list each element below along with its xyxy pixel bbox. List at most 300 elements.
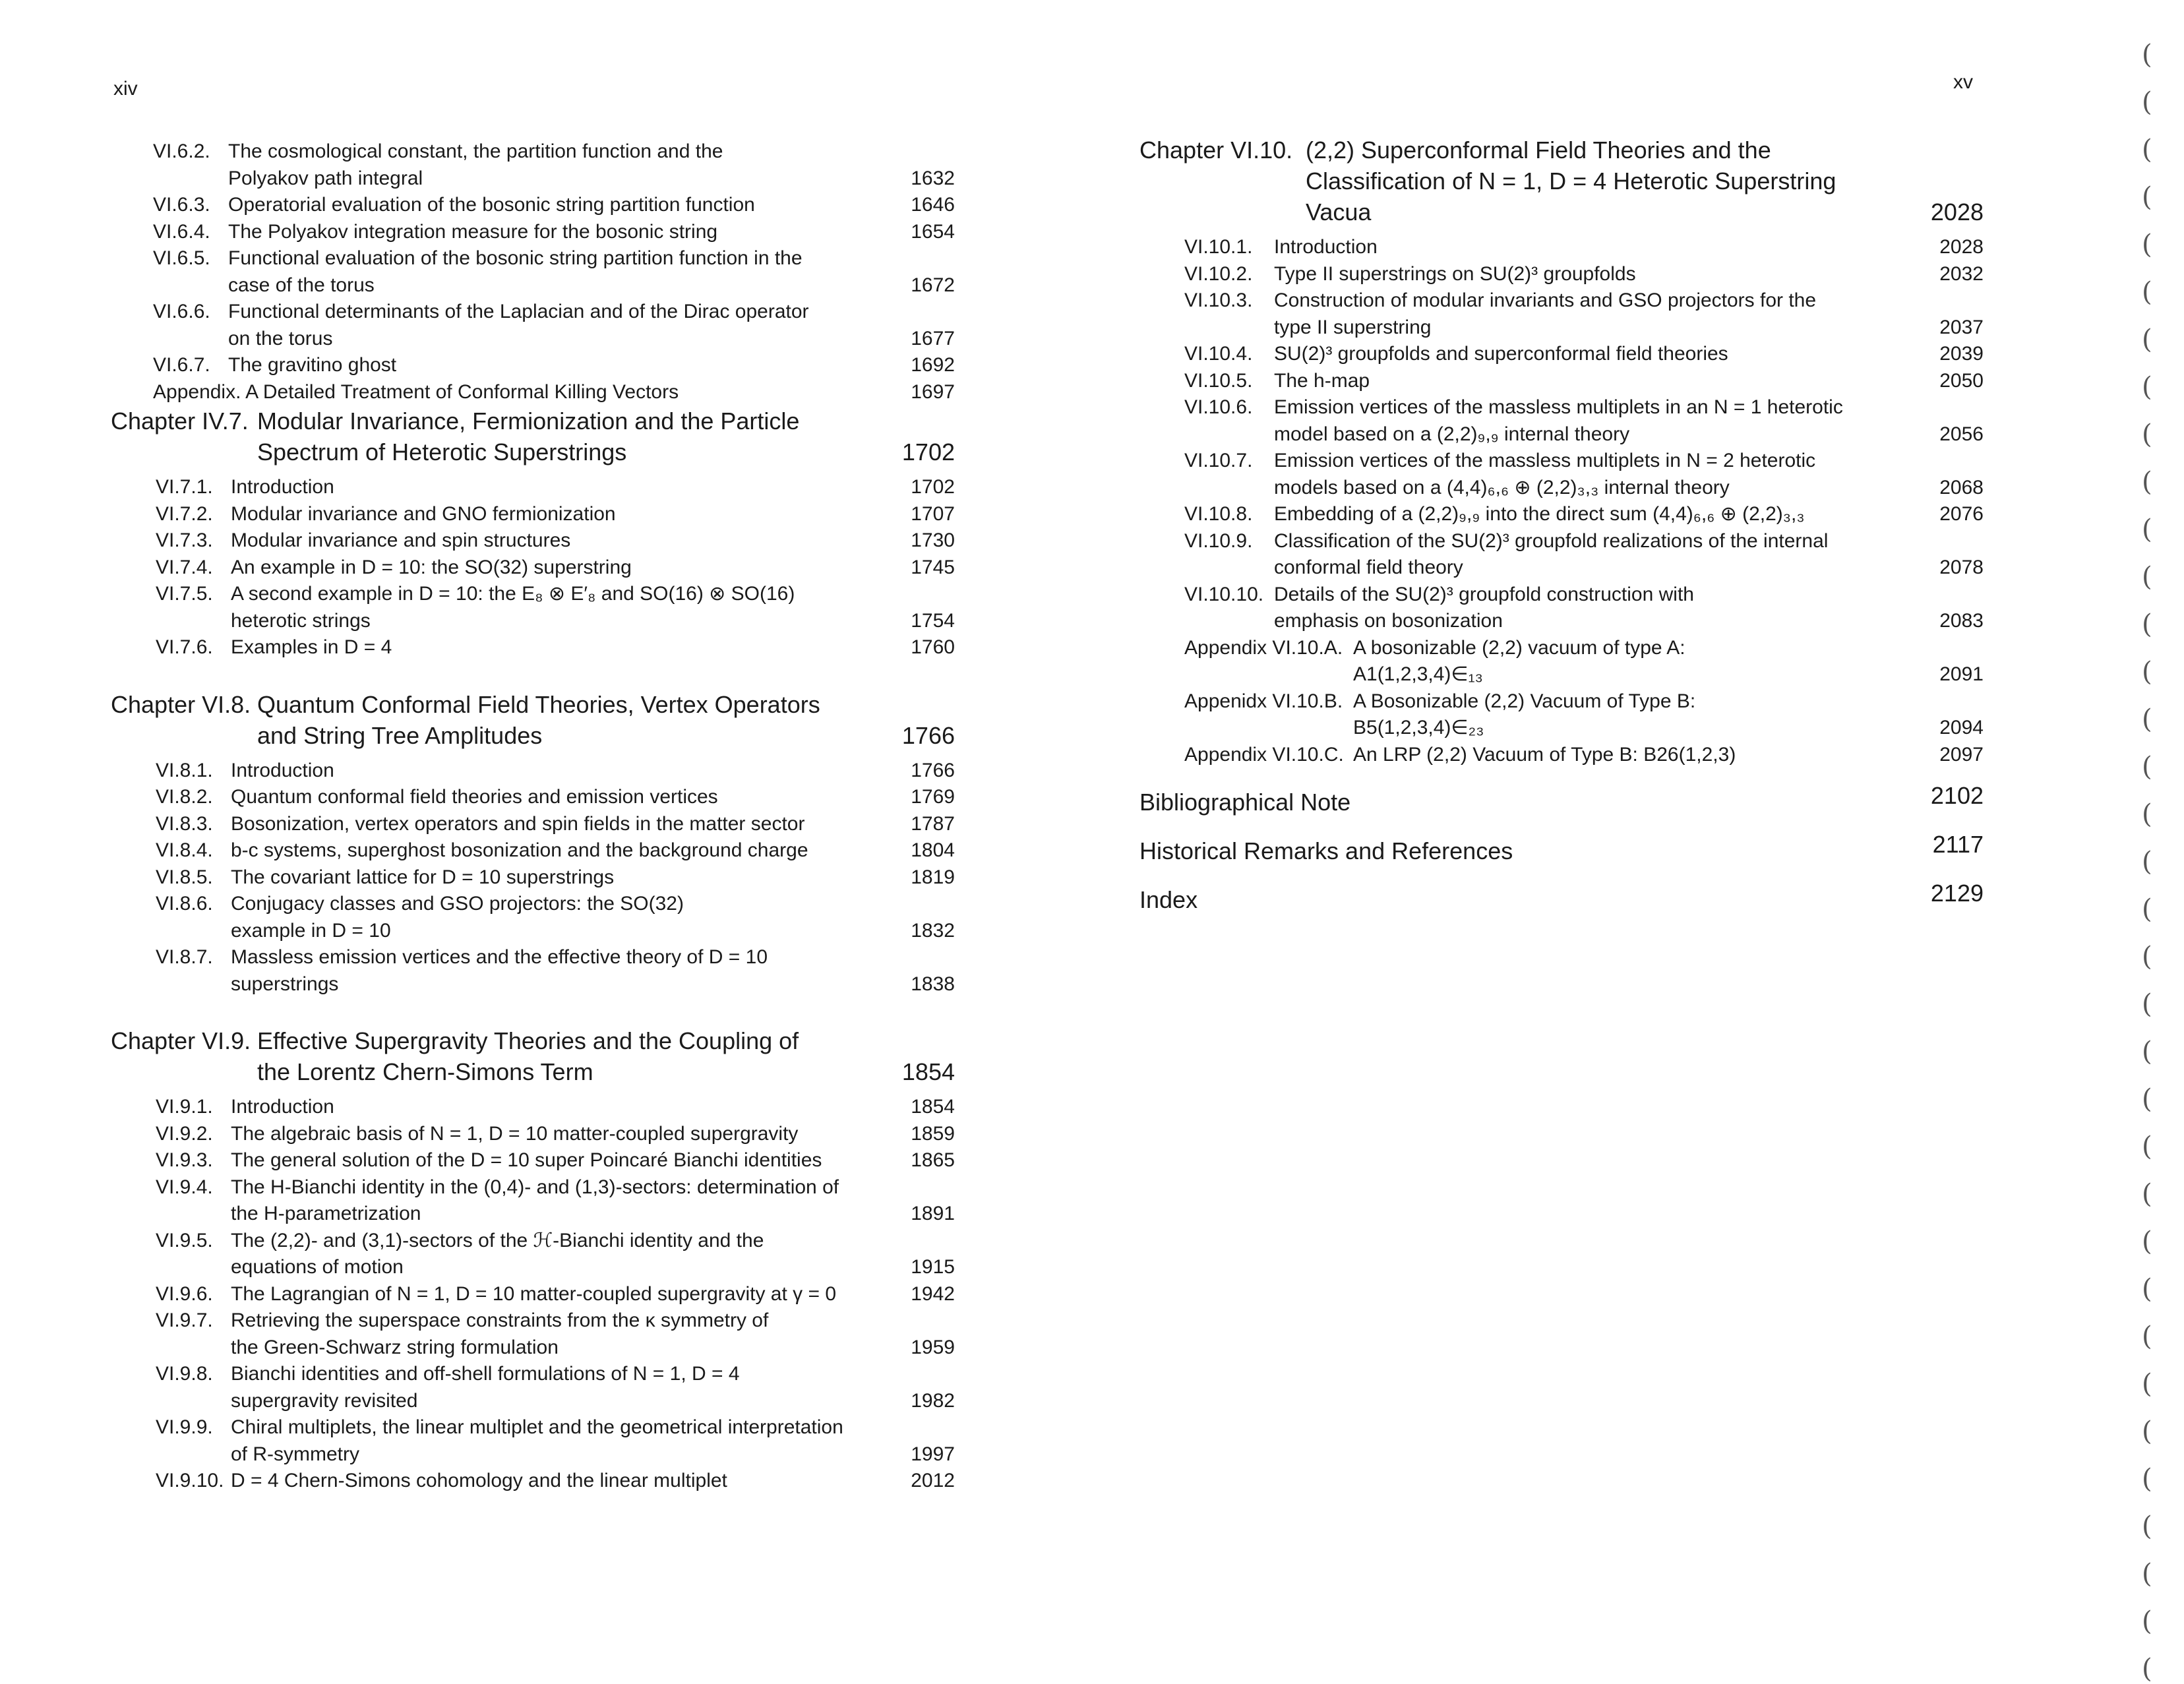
entry-title-line: Conjugacy classes and GSO projectors: the SO(32) bbox=[231, 893, 684, 915]
toc-entry[interactable] bbox=[111, 837, 955, 864]
chapter-title-line: (2,2) Superconformal Field Theories and the bbox=[1306, 136, 1771, 164]
edge-mark: ( bbox=[2142, 1179, 2152, 1209]
chapter-title-line: Vacua bbox=[1306, 198, 1372, 226]
entry-title-line: Modular invariance and GNO fermionization bbox=[231, 502, 616, 525]
entry-title-line: of R-symmetry bbox=[231, 1443, 359, 1465]
entry-page: 1754 bbox=[911, 609, 955, 632]
entry-page: 1730 bbox=[911, 529, 955, 551]
edge-mark: ( bbox=[2142, 87, 2152, 117]
back-matter-entry[interactable] bbox=[1139, 782, 1984, 818]
entry-number: VI.8.4. bbox=[156, 839, 213, 861]
entry-number: VI.7.4. bbox=[156, 556, 213, 578]
entry-number: VI.7.5. bbox=[156, 583, 213, 605]
entry-title-line: The Lagrangian of N = 1, D = 10 matter-coupled supergravity at γ = 0 bbox=[231, 1282, 837, 1305]
toc-entry[interactable] bbox=[111, 891, 955, 944]
entry-title-line: the Green-Schwarz string formulation bbox=[231, 1336, 559, 1358]
entry-number: VI.9.1. bbox=[156, 1096, 213, 1118]
appendix-entry[interactable] bbox=[1139, 688, 1984, 742]
edge-mark: ( bbox=[2142, 1559, 2152, 1589]
entry-title-line: conformal field theory bbox=[1274, 556, 1463, 578]
entry-title bbox=[1139, 341, 1984, 368]
entry-title-line: An example in D = 10: the SO(32) superstring bbox=[231, 556, 632, 578]
entry-page: 1766 bbox=[911, 759, 955, 781]
entry-title bbox=[1139, 501, 1984, 528]
entry-title bbox=[1139, 234, 1984, 261]
chapter-title-line: the Lorentz Chern-Simons Term bbox=[257, 1058, 593, 1085]
entry-page: 1760 bbox=[911, 636, 955, 658]
entry-page: 2094 bbox=[1939, 717, 1984, 738]
entry-number: VI.7.6. bbox=[156, 636, 213, 658]
entry-title-line: Modular invariance and spin structures bbox=[231, 529, 571, 551]
entry-number: VI.7.3. bbox=[156, 529, 213, 551]
entry-title-line: Chiral multiplets, the linear multiplet and the geometrical interpretation bbox=[231, 1416, 843, 1438]
entry-number: VI.9.4. bbox=[156, 1176, 213, 1198]
entry-title-line: Construction of modular invariants and GSO projectors for the bbox=[1274, 289, 1817, 311]
toc-entry[interactable] bbox=[1139, 341, 1984, 368]
back-matter-page: 2117 bbox=[1932, 831, 1984, 858]
toc-entry[interactable] bbox=[111, 1308, 955, 1361]
entry-title-line: Examples in D = 4 bbox=[231, 636, 392, 658]
edge-mark: ( bbox=[2142, 704, 2152, 735]
chapter-label: Chapter VI.9. bbox=[111, 1027, 251, 1054]
right-page-contents bbox=[1139, 135, 1984, 916]
entry-page: 1997 bbox=[911, 1443, 955, 1465]
entry-title-line: Type II superstrings on SU(2)³ groupfolds bbox=[1274, 262, 1636, 285]
entry-title bbox=[111, 474, 955, 501]
entry-page: 2068 bbox=[1939, 476, 1984, 498]
toc-entry[interactable] bbox=[111, 1174, 955, 1228]
entry-number: VI.7.1. bbox=[156, 476, 213, 498]
edge-mark: ( bbox=[2142, 1084, 2152, 1114]
entry-title bbox=[1139, 582, 1984, 635]
entry-page: 1692 bbox=[911, 354, 955, 376]
entry-title-line: Bosonization, vertex operators and spin fields in the matter sector bbox=[231, 812, 805, 835]
chapter-label: Chapter IV.7. bbox=[111, 407, 249, 435]
entry-title-line: Functional determinants of the Laplacian and of the Dirac operator bbox=[228, 301, 809, 322]
edge-mark: ( bbox=[2142, 229, 2152, 260]
appendix-page: 1697 bbox=[911, 380, 955, 403]
entry-title bbox=[111, 1174, 955, 1228]
edge-mark: ( bbox=[2142, 1321, 2152, 1352]
edge-mark: ( bbox=[2142, 1511, 2152, 1542]
entry-page: 1632 bbox=[911, 167, 955, 189]
entry-number: VI.6.6. bbox=[153, 301, 210, 322]
entry-page: 1745 bbox=[911, 556, 955, 578]
entry-title bbox=[111, 1228, 955, 1281]
entry-number: VI.6.4. bbox=[153, 220, 210, 243]
chapter-title-line: Effective Supergravity Theories and the Coupling of bbox=[257, 1027, 799, 1054]
entry-page: 2083 bbox=[1939, 610, 1984, 632]
edge-mark: ( bbox=[2142, 1369, 2152, 1399]
toc-entry[interactable] bbox=[111, 501, 955, 528]
entry-title-line: The (2,2)- and (3,1)-sectors of the ℋ-Bianchi identity and the bbox=[231, 1229, 764, 1251]
entry-title bbox=[1139, 261, 1984, 288]
edge-mark: ( bbox=[2142, 514, 2152, 545]
entry-title-line: SU(2)³ groupfolds and superconformal field theories bbox=[1274, 343, 1728, 365]
entry-title bbox=[111, 581, 955, 634]
toc-entry[interactable] bbox=[111, 581, 955, 634]
entry-title-line: supergravity revisited bbox=[231, 1389, 418, 1412]
entry-title bbox=[111, 837, 955, 864]
toc-entry[interactable] bbox=[111, 944, 955, 998]
entry-number: VI.9.5. bbox=[156, 1229, 213, 1251]
edge-mark: ( bbox=[2142, 182, 2152, 212]
entry-title-line: Introduction bbox=[231, 759, 334, 781]
entry-number: VI.9.9. bbox=[156, 1416, 213, 1438]
entry-title bbox=[111, 527, 955, 555]
entry-page: 2039 bbox=[1939, 343, 1984, 365]
entry-title-line: b-c systems, superghost bosonization and the background charge bbox=[231, 839, 808, 861]
entry-title-line: superstrings bbox=[231, 973, 339, 995]
chapter-label: Chapter VI.8. bbox=[111, 690, 251, 718]
entry-page: 1702 bbox=[911, 476, 955, 498]
entry-title-line: The H-Bianchi identity in the (0,4)- and (1,3)-sectors: determination of bbox=[231, 1176, 839, 1198]
edge-mark: ( bbox=[2142, 942, 2152, 972]
back-matter-page: 2129 bbox=[1930, 880, 1984, 907]
entry-title-line: The general solution of the D = 10 super Poincaré Bianchi identities bbox=[231, 1149, 822, 1171]
entry-title-line: Details of the SU(2)³ groupfold construction with bbox=[1274, 583, 1694, 605]
toc-entry[interactable] bbox=[111, 555, 955, 582]
toc-entry[interactable] bbox=[111, 219, 955, 246]
entry-page: 1646 bbox=[911, 194, 955, 216]
edge-mark: ( bbox=[2142, 40, 2152, 70]
back-matter-entry[interactable] bbox=[1139, 880, 1984, 916]
entry-title bbox=[111, 501, 955, 528]
entry-title-line: Emission vertices of the massless multiplets in N = 2 heterotic bbox=[1274, 450, 1816, 471]
entry-title-line: A second example in D = 10: the E₈ ⊗ E′₈ and SO(16) ⊗ SO(16) bbox=[231, 583, 795, 605]
toc-entry[interactable] bbox=[111, 474, 955, 501]
entry-title bbox=[111, 1468, 955, 1495]
edge-mark: ( bbox=[2142, 752, 2152, 782]
entry-title-line: Classification of the SU(2)³ groupfold realizations of the internal bbox=[1274, 529, 1829, 552]
entry-number: VI.8.5. bbox=[156, 866, 213, 888]
entry-title-line: models based on a (4,4)₆,₆ ⊕ (2,2)₃,₃ internal theory bbox=[1274, 476, 1730, 498]
entry-page: 1819 bbox=[911, 866, 955, 888]
entry-title bbox=[1139, 368, 1984, 395]
entry-number: VI.10.10. bbox=[1184, 583, 1264, 605]
entry-page: 1859 bbox=[911, 1122, 955, 1145]
chapter-page: 1702 bbox=[901, 438, 955, 466]
toc-entry[interactable] bbox=[1139, 394, 1984, 448]
edge-mark: ( bbox=[2142, 799, 2152, 829]
toc-entry[interactable] bbox=[111, 138, 955, 192]
toc-entry[interactable] bbox=[111, 811, 955, 838]
entry-number: VI.8.7. bbox=[156, 946, 213, 968]
entry-number: Appendix VI.10.C. bbox=[1184, 743, 1344, 766]
entry-title-line: heterotic strings bbox=[231, 609, 371, 632]
entry-number: VI.6.3. bbox=[153, 194, 210, 216]
chapter-title-line: and String Tree Amplitudes bbox=[257, 721, 543, 749]
entry-title-line: The algebraic basis of N = 1, D = 10 matter-coupled supergravity bbox=[231, 1122, 799, 1145]
toc-entry[interactable] bbox=[1139, 287, 1984, 341]
entry-number: VI.9.7. bbox=[156, 1309, 213, 1331]
entry-title-line: on the torus bbox=[228, 327, 333, 349]
chapter-heading[interactable] bbox=[111, 406, 955, 467]
entry-title bbox=[1139, 528, 1984, 582]
entry-title bbox=[111, 811, 955, 838]
entry-title-line: D = 4 Chern-Simons cohomology and the linear multiplet bbox=[231, 1470, 727, 1491]
toc-entry[interactable] bbox=[1139, 582, 1984, 635]
entry-title bbox=[111, 1094, 955, 1121]
edge-mark: ( bbox=[2142, 135, 2152, 165]
chapter-page: 2028 bbox=[1930, 198, 1984, 226]
entry-page: 1891 bbox=[911, 1203, 955, 1224]
entry-page: 1959 bbox=[911, 1336, 955, 1358]
entry-page: 1654 bbox=[911, 220, 955, 243]
toc-entry[interactable] bbox=[111, 1147, 955, 1174]
edge-mark: ( bbox=[2142, 277, 2152, 307]
entry-title-line: The h-map bbox=[1274, 369, 1370, 392]
entry-title-line: Massless emission vertices and the effective theory of D = 10 bbox=[231, 946, 768, 968]
edge-mark: ( bbox=[2142, 1131, 2152, 1162]
edge-mark: ( bbox=[2142, 1037, 2152, 1067]
entry-number: VI.9.6. bbox=[156, 1282, 213, 1305]
entry-number: VI.8.1. bbox=[156, 759, 213, 781]
back-matter-title: Historical Remarks and References bbox=[1139, 837, 1513, 864]
back-matter-title: Bibliographical Note bbox=[1139, 789, 1351, 816]
edge-mark: ( bbox=[2142, 1464, 2152, 1494]
entry-title bbox=[111, 634, 955, 661]
entry-number: VI.10.2. bbox=[1184, 262, 1253, 285]
entry-number: VI.9.10. bbox=[156, 1470, 224, 1491]
chapter-title-line: Quantum Conformal Field Theories, Vertex Operators bbox=[257, 690, 820, 718]
entry-number: VI.10.7. bbox=[1184, 450, 1253, 471]
entry-number: VI.10.8. bbox=[1184, 503, 1253, 525]
toc-entry[interactable] bbox=[111, 1228, 955, 1281]
entry-number: VI.9.2. bbox=[156, 1122, 213, 1145]
edge-mark: ( bbox=[2142, 467, 2152, 497]
toc-entry[interactable] bbox=[111, 527, 955, 555]
entry-title bbox=[111, 245, 955, 299]
toc-entry[interactable] bbox=[111, 245, 955, 299]
entry-page: 1672 bbox=[911, 274, 955, 296]
appendix-entry[interactable] bbox=[1139, 635, 1984, 688]
entry-title-line: A Bosonizable (2,2) Vacuum of Type B: bbox=[1353, 690, 1696, 712]
toc-entry[interactable] bbox=[111, 1094, 955, 1121]
entry-number: Appendix VI.10.A. bbox=[1184, 636, 1343, 659]
appendix-title: A Detailed Treatment of Conformal Killing Vectors bbox=[245, 380, 679, 403]
entry-title bbox=[111, 555, 955, 582]
entry-title-line: Functional evaluation of the bosonic string partition function in the bbox=[228, 247, 803, 269]
entry-number: VI.10.3. bbox=[1184, 289, 1253, 311]
toc-entry[interactable] bbox=[111, 784, 955, 811]
toc-entry[interactable] bbox=[1139, 368, 1984, 395]
entry-title-line: B5(1,2,3,4)∈₂₃ bbox=[1353, 717, 1484, 738]
entry-title-line: Bianchi identities and off-shell formulations of N = 1, D = 4 bbox=[231, 1363, 740, 1385]
entry-title-line: The cosmological constant, the partition function and the bbox=[228, 140, 723, 162]
entry-number: VI.6.7. bbox=[153, 354, 210, 376]
entry-title bbox=[111, 299, 955, 352]
entry-title-line: Polyakov path integral bbox=[228, 167, 423, 189]
entry-title-line: Introduction bbox=[1274, 236, 1378, 258]
edge-mark: ( bbox=[2142, 1606, 2152, 1637]
back-matter-page: 2102 bbox=[1930, 782, 1984, 809]
entry-title-line: Quantum conformal field theories and emission vertices bbox=[231, 786, 718, 808]
entry-title bbox=[111, 784, 955, 811]
chapter-title-line: Classification of N = 1, D = 4 Heterotic Superstring bbox=[1306, 167, 1836, 195]
chapter-heading[interactable] bbox=[1139, 135, 1984, 227]
edge-mark: ( bbox=[2142, 1654, 2152, 1684]
entry-number: VI.10.6. bbox=[1184, 396, 1253, 418]
entry-title-line: Retrieving the superspace constraints from the κ symmetry of bbox=[231, 1309, 769, 1331]
edge-mark: ( bbox=[2142, 1416, 2152, 1447]
chapter-title-line: Spectrum of Heterotic Superstrings bbox=[257, 438, 627, 466]
edge-mark: ( bbox=[2142, 657, 2152, 687]
entry-title-line: Introduction bbox=[231, 1096, 334, 1118]
entry-title bbox=[111, 1414, 955, 1468]
entry-page: 1707 bbox=[911, 502, 955, 525]
entry-title-line: equations of motion bbox=[231, 1256, 404, 1278]
toc-entry[interactable] bbox=[1139, 448, 1984, 501]
entry-page: 1769 bbox=[911, 786, 955, 808]
entry-page: 1677 bbox=[911, 327, 955, 349]
toc-entry[interactable] bbox=[111, 1468, 955, 1495]
entry-title bbox=[111, 352, 955, 379]
entry-page: 2076 bbox=[1939, 503, 1984, 525]
entry-title-line: Introduction bbox=[231, 476, 334, 498]
chapter-title-line: Modular Invariance, Fermionization and the Particle bbox=[257, 407, 800, 435]
entry-page: 1865 bbox=[911, 1149, 955, 1171]
entry-page: 2037 bbox=[1939, 316, 1984, 338]
chapter-heading[interactable] bbox=[111, 689, 955, 751]
entry-page: 2091 bbox=[1939, 663, 1984, 685]
entry-page: 1942 bbox=[911, 1282, 955, 1305]
toc-entry[interactable] bbox=[1139, 234, 1984, 261]
left-page-number: xiv bbox=[113, 78, 138, 100]
entry-number: VI.6.2. bbox=[153, 140, 210, 162]
entry-title-line: A1(1,2,3,4)∈₁₃ bbox=[1353, 663, 1483, 685]
entry-page: 2056 bbox=[1939, 423, 1984, 445]
back-matter-title: Index bbox=[1139, 886, 1198, 913]
toc-entry[interactable] bbox=[1139, 528, 1984, 582]
chapter-page: 1766 bbox=[901, 721, 955, 749]
entry-title bbox=[1139, 394, 1984, 448]
entry-title bbox=[111, 1121, 955, 1148]
entry-title bbox=[111, 758, 955, 785]
toc-entry[interactable] bbox=[111, 634, 955, 661]
entry-title bbox=[111, 891, 955, 944]
entry-title-line: An LRP (2,2) Vacuum of Type B: B26(1,2,3) bbox=[1353, 743, 1736, 766]
entry-page: 2050 bbox=[1939, 369, 1984, 392]
entry-title bbox=[111, 1281, 955, 1308]
left-page-contents bbox=[111, 138, 955, 1495]
entry-page: 2097 bbox=[1939, 743, 1984, 766]
entry-title-line: case of the torus bbox=[228, 274, 375, 296]
entry-title bbox=[111, 192, 955, 219]
entry-number: VI.10.4. bbox=[1184, 343, 1253, 365]
entry-title-line: model based on a (2,2)₉,₉ internal theory bbox=[1274, 423, 1630, 445]
entry-number: VI.8.2. bbox=[156, 786, 213, 808]
entry-title bbox=[1139, 287, 1984, 341]
toc-entry[interactable] bbox=[111, 192, 955, 219]
edge-mark: ( bbox=[2142, 609, 2152, 640]
entry-title bbox=[111, 1308, 955, 1361]
edge-mark: ( bbox=[2142, 894, 2152, 924]
appendix-label: Appendix. bbox=[153, 380, 241, 403]
entry-title-line: A bosonizable (2,2) vacuum of type A: bbox=[1353, 636, 1685, 659]
edge-mark: ( bbox=[2142, 989, 2152, 1019]
entry-title-line: The Polyakov integration measure for the bosonic string bbox=[228, 220, 718, 243]
entry-title bbox=[111, 1361, 955, 1414]
toc-entry[interactable] bbox=[1139, 501, 1984, 528]
entry-page: 2078 bbox=[1939, 556, 1984, 578]
entry-title-line: type II superstring bbox=[1274, 316, 1432, 338]
entry-number: VI.9.3. bbox=[156, 1149, 213, 1171]
entry-number: VI.8.3. bbox=[156, 812, 213, 835]
toc-entry[interactable] bbox=[111, 1121, 955, 1148]
entry-title-line: the H-parametrization bbox=[231, 1203, 421, 1224]
edge-mark: ( bbox=[2142, 1274, 2152, 1304]
toc-entry[interactable] bbox=[111, 1281, 955, 1308]
entry-title bbox=[111, 1147, 955, 1174]
edge-mark: ( bbox=[2142, 562, 2152, 592]
entry-number: VI.9.8. bbox=[156, 1363, 213, 1385]
entry-page: 2032 bbox=[1939, 262, 1984, 285]
entry-number: Appenidx VI.10.B. bbox=[1184, 690, 1343, 712]
edge-mark: ( bbox=[2142, 419, 2152, 450]
entry-title-line: Operatorial evaluation of the bosonic string partition function bbox=[228, 194, 755, 216]
entry-number: VI.10.5. bbox=[1184, 369, 1253, 392]
entry-page: 1854 bbox=[911, 1096, 955, 1118]
toc-entry[interactable] bbox=[1139, 261, 1984, 288]
entry-title bbox=[111, 864, 955, 891]
entry-page: 1804 bbox=[911, 839, 955, 861]
toc-entry[interactable] bbox=[111, 758, 955, 785]
entry-title-line: Embedding of a (2,2)₉,₉ into the direct sum (4,4)₆,₆ ⊕ (2,2)₃,₃ bbox=[1274, 503, 1805, 525]
edge-mark: ( bbox=[2142, 372, 2152, 402]
chapter-label: Chapter VI.10. bbox=[1139, 136, 1293, 164]
entry-title bbox=[111, 138, 955, 192]
edge-mark: ( bbox=[2142, 324, 2152, 355]
scan-edge-marks bbox=[2105, 0, 2184, 1684]
entry-page: 1832 bbox=[911, 919, 955, 942]
right-page-number: xv bbox=[1953, 71, 1973, 93]
entry-number: VI.10.1. bbox=[1184, 236, 1253, 258]
entry-number: VI.7.2. bbox=[156, 502, 213, 525]
entry-page: 1915 bbox=[911, 1256, 955, 1278]
edge-mark: ( bbox=[2142, 1226, 2152, 1257]
entry-title-line: The gravitino ghost bbox=[228, 354, 397, 376]
toc-entry[interactable] bbox=[111, 1414, 955, 1468]
entry-title-line: Emission vertices of the massless multiplets in an N = 1 heterotic bbox=[1274, 396, 1843, 418]
appendix-entry[interactable] bbox=[111, 379, 955, 406]
appendix-entry[interactable] bbox=[1139, 742, 1984, 769]
entry-page: 2012 bbox=[911, 1470, 955, 1491]
toc-entry[interactable] bbox=[111, 299, 955, 352]
entry-title-line: example in D = 10 bbox=[231, 919, 391, 942]
entry-number: VI.10.9. bbox=[1184, 529, 1253, 552]
entry-page: 1982 bbox=[911, 1389, 955, 1412]
entry-title-line: emphasis on bosonization bbox=[1274, 610, 1503, 632]
entry-page: 2028 bbox=[1939, 236, 1984, 258]
entry-number: VI.8.6. bbox=[156, 893, 213, 915]
toc-entry[interactable] bbox=[111, 864, 955, 891]
section-vi6-continuation bbox=[111, 138, 955, 379]
toc-entry[interactable] bbox=[111, 1361, 955, 1414]
entry-title bbox=[1139, 448, 1984, 501]
chapter-page: 1854 bbox=[901, 1058, 955, 1085]
chapter-heading[interactable] bbox=[111, 1025, 955, 1087]
edge-mark: ( bbox=[2142, 847, 2152, 877]
entry-title bbox=[111, 944, 955, 998]
entry-title bbox=[111, 219, 955, 246]
entry-title-line: The covariant lattice for D = 10 superstrings bbox=[231, 866, 615, 888]
toc-entry[interactable] bbox=[111, 352, 955, 379]
back-matter-entry[interactable] bbox=[1139, 831, 1984, 867]
entry-page: 1787 bbox=[911, 812, 955, 835]
entry-number: VI.6.5. bbox=[153, 247, 210, 269]
entry-page: 1838 bbox=[911, 973, 955, 995]
